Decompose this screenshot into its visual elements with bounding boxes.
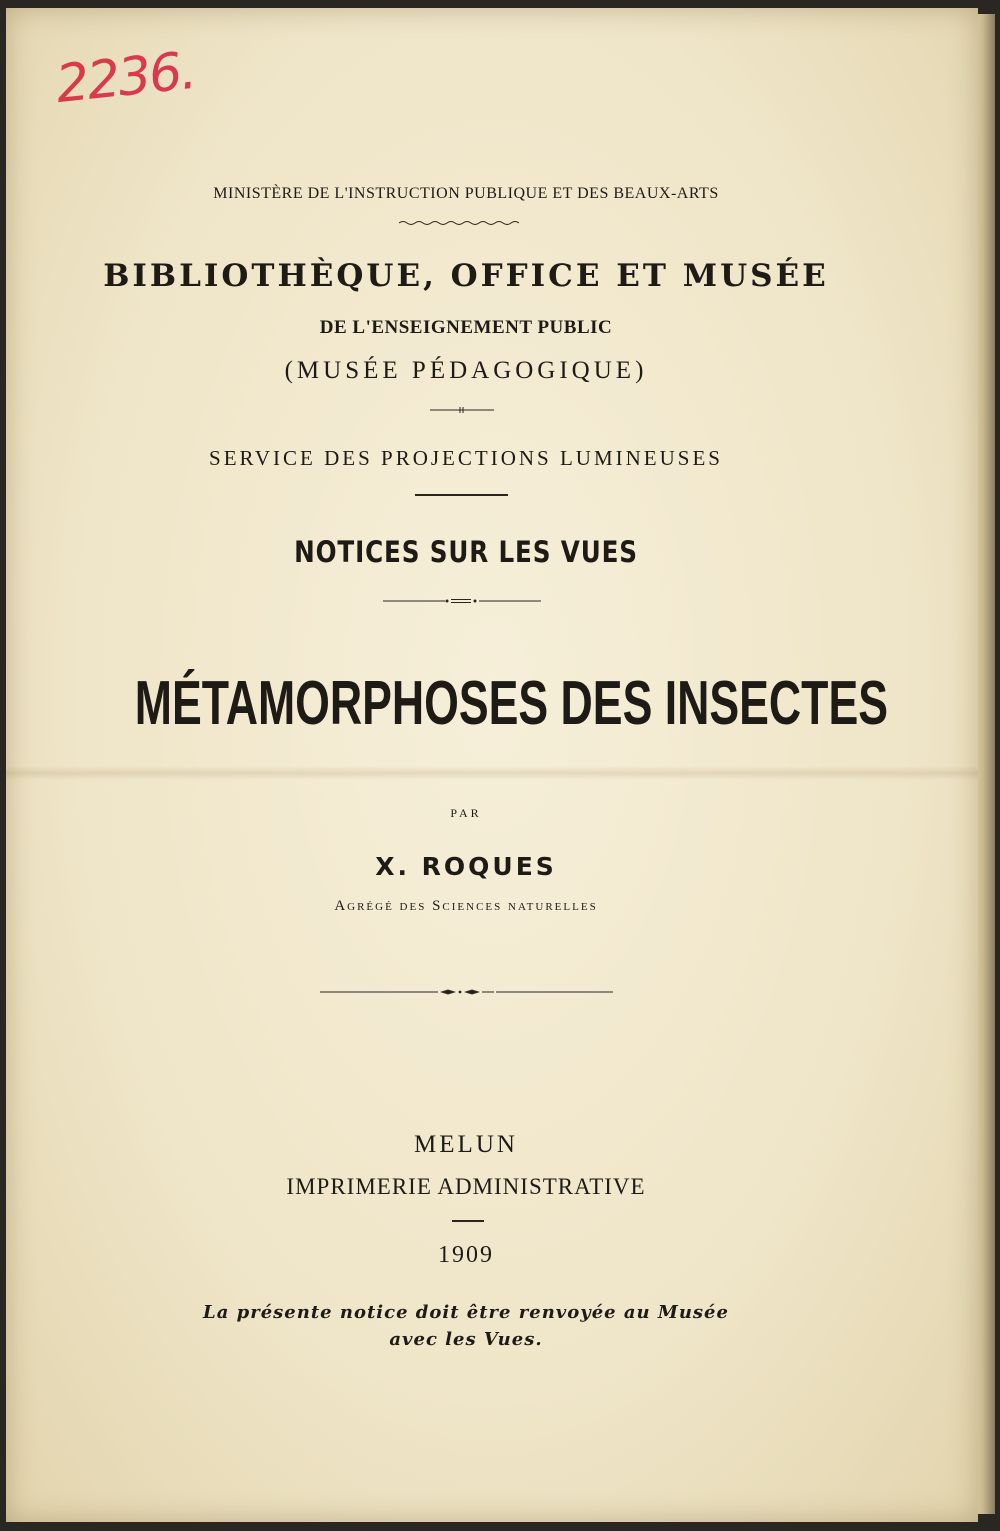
institution-alternate-name: (MUSÉE PÉDAGOGIQUE) <box>284 357 648 384</box>
service-heading: SERVICE DES PROJECTIONS LUMINEUSES <box>209 446 723 470</box>
institution-name: BIBLIOTHÈQUE, OFFICE ET MUSÉE <box>103 258 829 294</box>
ministry-heading: MINISTÈRE DE L'INSTRUCTION PUBLIQUE ET DES BEAUX-ARTS <box>213 185 719 202</box>
publication-year: 1909 <box>438 1242 494 1268</box>
wavy-rule-ornament <box>399 219 523 227</box>
handwritten-shelfmark: 2236. <box>53 40 198 116</box>
short-divider-rule <box>452 1220 484 1222</box>
series-heading: NOTICES SUR LES VUES <box>294 535 638 569</box>
paper-fold <box>6 766 978 780</box>
divider-rule <box>415 494 508 496</box>
document-title: MÉTAMORPHOSES DES INSECTES <box>134 669 888 738</box>
by-line-label: PAR <box>450 806 482 820</box>
author-credential: Agrégé des Sciences naturelles <box>334 898 598 914</box>
dotted-rule-ornament <box>383 597 541 605</box>
publication-city: MELUN <box>414 1131 518 1158</box>
return-note-line-1: La présente notice doit être renvoyée au Musée <box>203 1302 729 1323</box>
page-edge <box>975 14 995 1514</box>
institution-subtitle: DE L'ENSEIGNEMENT PUBLIC <box>319 317 613 338</box>
author-name: X. ROQUES <box>375 852 557 881</box>
printer-name: IMPRIMERIE ADMINISTRATIVE <box>286 1174 646 1199</box>
decorative-rule-ornament <box>320 987 613 997</box>
return-note-line-2: avec les Vues. <box>389 1329 543 1350</box>
small-rule-ornament <box>430 406 494 414</box>
document-cover <box>6 8 978 1522</box>
